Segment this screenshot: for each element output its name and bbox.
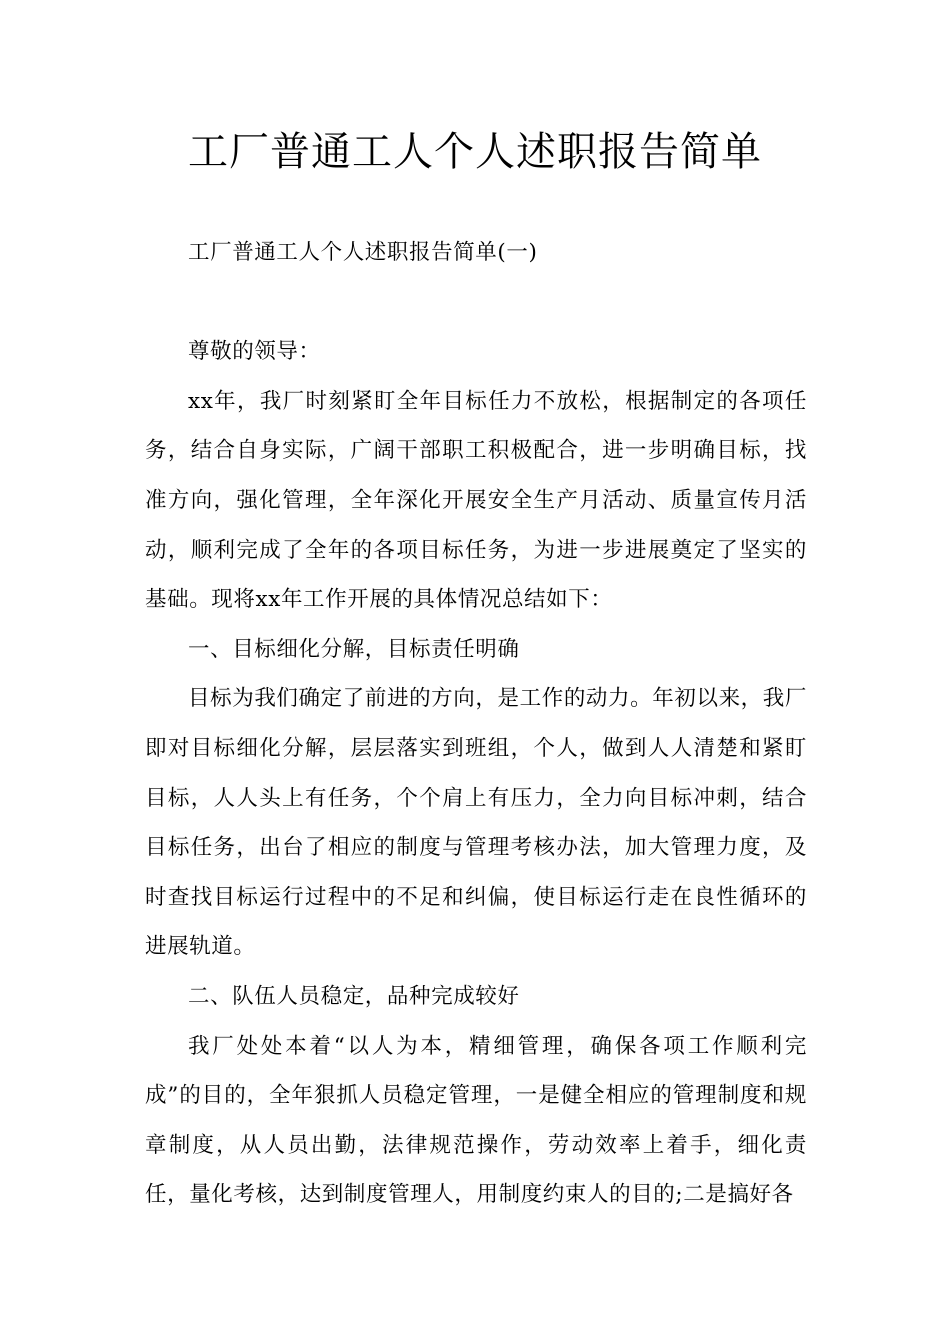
document-body [145, 228, 807, 1220]
section-heading-2: 二、队伍人员稳定，品种完成较好 [188, 983, 520, 1009]
document-title: 工厂普通工人个人述职报告简单 [188, 129, 762, 175]
section-heading-1: 一、目标细化分解，目标责任明确 [188, 636, 520, 662]
paragraph-section-2: 我厂处处本着“以人为本，精细管理，确保各项工作顺利完成”的目的，全年狠抓人员稳定管理，一是健全相应的管理制度和规章制度，从人员出勤，法律规范操作，劳动效率上着手，细化责任，量化考核，达到制度管理人，用制度约束人的目的;二是搞好各 [145, 1033, 807, 1208]
paragraph-intro: xx年，我厂时刻紧盯全年目标任力不放松，根据制定的各项任务，结合自身实际，广阔干部职工积极配合，进一步明确目标，找准方向，强化管理，全年深化开展安全生产月活动、质量宣传月活动，顺利完成了全年的各项目标任务，为进一步进展奠定了坚实的基础。现将xx年工作开展的具体情况总结如下： [145, 388, 807, 613]
document-subtitle: 工厂普通工人个人述职报告简单(一) [188, 240, 538, 265]
salutation: 尊敬的领导： [188, 339, 321, 365]
paragraph-section-1: 目标为我们确定了前进的方向，是工作的动力。年初以来，我厂即对目标细化分解，层层落实到班组，个人，做到人人清楚和紧盯目标，人人头上有任务，个个肩上有压力，全力向目标冲刺，结合目标任务，出台了相应的制度与管理考核办法，加大管理力度，及时查找目标运行过程中的不足和纠偏，使目标运行走在良性循环的进展轨道。 [145, 686, 807, 960]
